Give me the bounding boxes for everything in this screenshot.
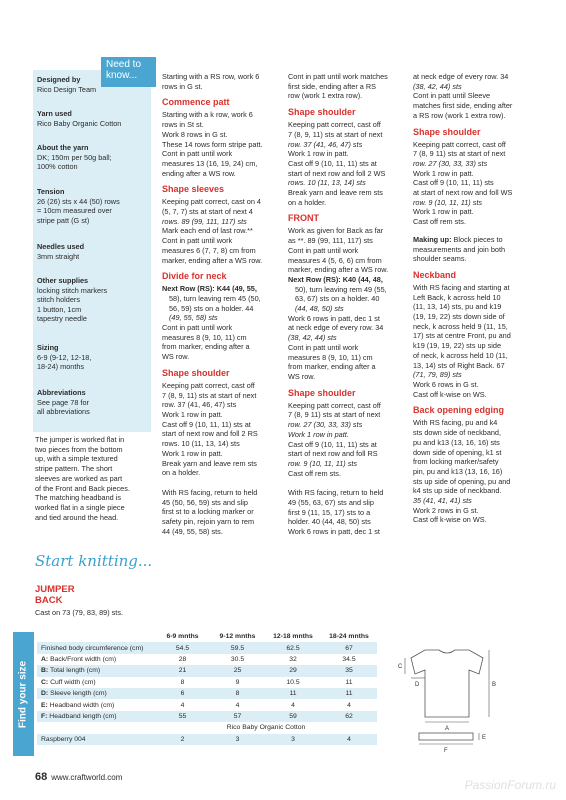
intro-text: The jumper is worked flat in two pieces from the bottom up, with a simple textured stripe pattern. The short sleeves are worked as part of the Front and Back pieces. The matching headband is worked flat in a single piece and tied around the head. [35, 435, 130, 522]
yarn-used: Yarn used Rico Baby Organic Cotton [37, 109, 122, 128]
site-url: www.craftworld.com [51, 773, 123, 782]
page-number: 68 [35, 771, 48, 783]
shape-sleeves-heading: Shape sleeves [162, 184, 225, 195]
table-row: F: Headband length (cm) 55 57 59 62 [37, 711, 377, 722]
yarn-brand-row: Rico Baby Organic Cotton [226, 724, 306, 732]
pattern-column-2: Starting with a RS row, work 6 rows in G st. Commence patt Starting with a k row, work 6 rows in St st. Work 8 rows in G st. These 14 rows form stripe patt. Cont in patt until work measures 13 (16, 19, 24) cm, ending after a WS row. Shape sleeves Keeping patt correct, cast on 4 (5, 7, 7) sts at start of next 4 rows. 89 (99, 111, 117) sts Mark each end of last row.** Cont in patt until work measures 6 (7, 7, 8) cm from marker, ending after a WS row. Divide for neck Next Row (RS): K44 (49, 55, 58), turn leaving rem 45 (50, 56, 59) sts on a holder. 44 (49, 55, 58) sts Cont in patt until work measures 8 (9, 10, 11) cm from marker, ending after a WS row. Shape shoulder Keeping patt correct, cast off 7 (8, 9, 11) sts at start of next row. 37 (41, 46, 47) sts Work 1 row in patt. Cast off 9 (10, 11, 11) sts at start of next row and foll 2 RS rows. 10 (11, 13, 14) sts Work 1 row in patt. Break yarn and leave rem sts on a holder. With RS facing, return to held 45 (50, 56, 59) sts and slip first st to a locking marker or safety pin, rejoin yarn to rem 44 (49, 55, 58) sts. [162, 72, 263, 536]
label-f: F [444, 748, 448, 754]
table-row: D: Sleeve length (cm) 6 8 11 11 [37, 688, 377, 699]
headband-outline [419, 733, 473, 740]
jumper-outline [411, 650, 483, 717]
label-d: D [415, 682, 420, 688]
sizing: Sizing 6-9 (9-12, 12-18, 18-24) months [37, 343, 92, 372]
label-b: B [492, 682, 497, 688]
garment-diagram [395, 640, 515, 760]
other-supplies: Other supplies locking stitch markers stitch holders 1 button, 1cm tapestry needle [37, 276, 108, 324]
table-row: Finished body circumference (cm) 54.5 59.5 62.5 67 [37, 642, 377, 653]
shape-shoulder-heading: Shape shoulder [288, 107, 356, 118]
label-e: E [482, 735, 487, 741]
abbreviations: Abbreviations See page 78 for all abbreviations [37, 388, 90, 417]
neckband-heading: Neckband [413, 269, 457, 280]
watermark: PassionForum.ru [464, 778, 556, 792]
size-table [37, 631, 377, 745]
table-row: Raspberry 004 2 3 3 4 [37, 734, 377, 745]
shape-shoulder-heading: Shape shoulder [413, 126, 481, 137]
back-opening-edging-heading: Back opening edging [413, 405, 505, 416]
label-c: C [398, 664, 403, 670]
needles-used: Needles used 3mm straight [37, 242, 85, 261]
pattern-column-4: at neck edge of every row. 34 (38, 42, 44) sts Cont in patt until Sleeve matches first side, ending after a RS row (work 1 extra row). Shape shoulder Keeping patt correct, cast off 7 (8, 9 11) sts at start of next row. 27 (30, 33, 33) sts Work 1 row in patt. Cast off 9 (10, 11, 11) sts at start of next row and foll WS row. 9 (10, 11, 11) sts Work 1 row in patt. Cast off rem sts. Making up: Block pieces to measurements and join both shoulder seams. Neckband With RS facing and starting at Left Back, k across held 10 (11, 13, 14) sts, pu and k19 (19, 19, 22) sts down side of neck, k across held 9 (11, 15, 17) sts at centre Front, pu and k19 (19, 19, 22) sts up side of neck, k across held 10 (11, 13, 14) sts of Right Back. 67 (71, 79, 89) sts Work 6 rows in G st. Cast off k-wise on WS. Back opening edging With RS facing, pu and k4 sts down side of neckband, pu and k13 (13, 16, 16) sts down side of opening, k1 st from locking marker/safety pin, pu and k13 (13, 16, 16) sts up side of opening, pu and k4 sts up side of neckband. 35 (41, 41, 41) sts Work 2 rows in G st. Cast off k-wise on WS. [413, 72, 513, 525]
need-to-know-tab: Need to know... [101, 57, 156, 87]
table-row: A: Back/Front width (cm) 28 30.5 32 34.5 [41, 655, 356, 663]
front-heading: FRONT [288, 213, 319, 224]
page-footer [35, 771, 122, 783]
pattern-column-3: Cont in patt until work matches first side, ending after a RS row (work 1 extra row). Shape shoulder Keeping patt correct, cast off 7 (8, 9, 11) sts at start of next row. 37 (41, 46, 47) sts Work 1 row in patt. Cast off 9 (10, 11, 11) sts at start of next row and foll 2 WS rows. 10 (11, 13, 14) sts Break yarn and leave rem sts on a holder. FRONT Work as given for Back as far as **. 89 (99, 111, 117) sts Cont in patt until work measures 4 (5, 6, 6) cm from marker, ending after a WS row. Next Row (RS): K40 (44, 48, 50), turn leaving rem 49 (55, 63, 67) sts on a holder. 40 (44, 48, 50) sts Work 6 rows in patt, dec 1 st at neck edge of every row. 34 (38, 42, 44) sts Cont in patt until work measures 8 (9, 10, 11) cm from marker, ending after a WS row. Shape shoulder Keeping patt correct, cast off 7 (8, 9 11) sts at start of next row. 27 (30, 33, 33) sts Work 1 row in patt. Cast off 9 (10, 11, 11) sts at start of next row and foll RS row. 9 (10, 11, 11) sts Cast off rem sts. With RS facing, return to held 49 (55, 63, 67) sts and slip first 9 (11, 15, 17) sts to a holder. 40 (44, 48, 50) sts Work 6 rows in patt, dec 1 st [288, 72, 389, 537]
tension: Tension 26 (26) sts x 44 (50) rows = 10cm measured over stripe patt (G st) [37, 187, 120, 225]
cast-on-text: Cast on 73 (79, 83, 89) sts. [35, 608, 124, 617]
label-a: A [445, 726, 450, 732]
start-knitting-heading: Start knitting... [35, 552, 153, 570]
table-row: E: Headband width (cm) 4 4 4 4 [41, 701, 351, 709]
table-row: B: Total length (cm) 21 25 29 35 [37, 665, 377, 676]
designed-by: Designed by Rico Design Team [37, 75, 97, 94]
find-your-size-label: Find your size [17, 660, 29, 729]
shape-shoulder-heading: Shape shoulder [162, 367, 230, 378]
about-yarn: About the yarn DK; 150m per 50g ball; 100% cotton [37, 143, 112, 172]
shape-shoulder-heading-2: Shape shoulder [288, 387, 356, 398]
table-row: C: Cuff width (cm) 8 9 10.5 11 [41, 678, 353, 686]
commence-patt-heading: Commence patt [162, 97, 230, 108]
divide-for-neck-heading: Divide for neck [162, 271, 227, 282]
need-to-know-panel [33, 70, 151, 432]
size-table-header: 6-9 mnths 9-12 mnths 12-18 mnths 18-24 mnths [166, 633, 369, 641]
jumper-back-heading: JUMPER BACK [35, 584, 75, 606]
